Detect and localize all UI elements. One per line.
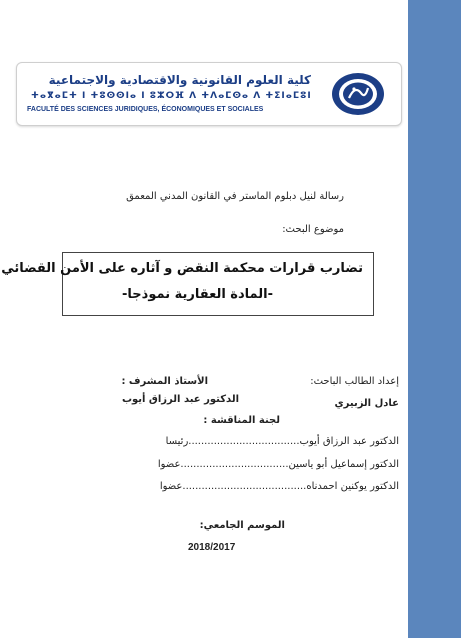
thesis-title-box (1, 252, 374, 316)
degree-line: رسالة لنيل دبلوم الماستر في القانون المدني المعمق (126, 191, 344, 202)
committee-member: الدكتور عبد الرزاق أيوب...................................رئيسا (165, 436, 399, 447)
student-label: إعداد الطالب الباحث: (310, 376, 399, 387)
committee-member: الدكتور إسماعيل أبو ياسين..................................عضوا (157, 459, 399, 470)
subject-label: موضوع البحث: (282, 224, 344, 235)
student-name: عادل الزبيري (334, 398, 399, 409)
supervisor-label: الأستاذ المشرف : (121, 376, 208, 387)
faculty-header (16, 62, 402, 126)
supervisor-name: الدكتور عبد الرزاق أيوب (121, 394, 239, 405)
thesis-title-line2: -المادة العقارية نموذجا- (122, 287, 273, 302)
committee-title: لجنة المناقشة : (203, 415, 280, 426)
academic-season-year: 2018/2017 (188, 542, 236, 553)
faculty-name-tifinagh: ⵜⴰⴳⴰⵎⵜ ⵏ ⵜⵓⵙⵙⵏⴰ ⵏ ⵓⵣⵔⴼ ⴷ ⵜⴷⴰⵎⵙⴰ ⴷ ⵜⵉⵏⴰⵎⵓⵏ (31, 91, 312, 101)
faculty-name-arabic: كلية العلوم القانونية والاقتصادية والاجتماعية (48, 73, 311, 87)
academic-season-label: الموسم الجامعي: (199, 520, 285, 531)
faculty-name-french: FACULTÉ DES SCIENCES JURIDIQUES, ÉCONOMIQUES ET SOCIALES (27, 106, 264, 113)
right-sidebar-band (408, 0, 461, 638)
university-logo-icon (327, 71, 389, 117)
committee-member: الدكتور يوكنين احمدناه.......................................عضوا (159, 481, 399, 492)
thesis-title-line1: تضارب قرارات محكمة النقض و آثاره على الأمن القضائي (1, 261, 363, 276)
